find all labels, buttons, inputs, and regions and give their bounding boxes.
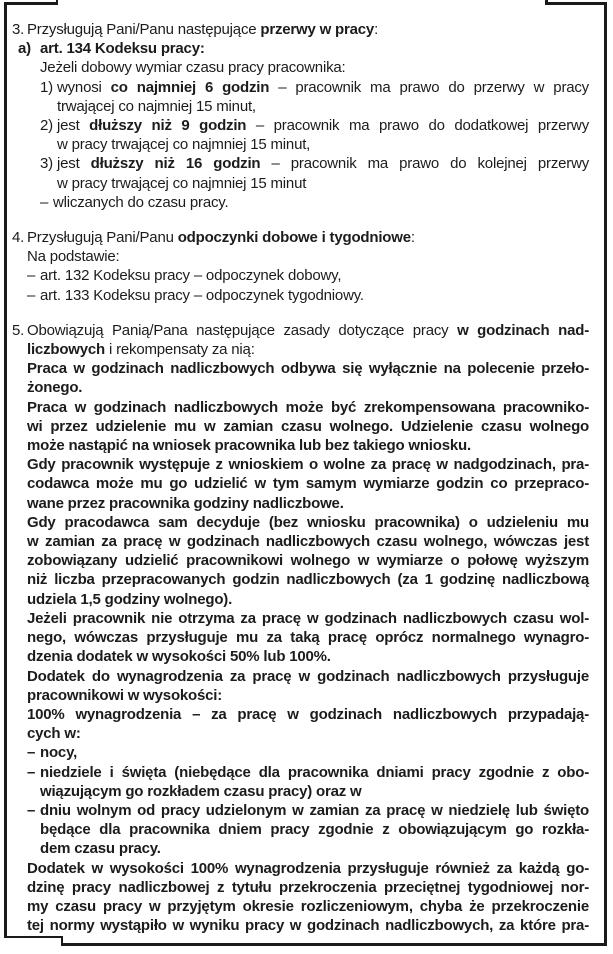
text-line bbox=[12, 135, 589, 154]
text-line bbox=[12, 667, 589, 686]
text-run: jest bbox=[57, 117, 90, 135]
text-line bbox=[12, 398, 589, 417]
text-run: Na podstawie: bbox=[27, 248, 120, 266]
text-run-bold: co najmniej 6 godzin bbox=[110, 78, 270, 96]
text-run-bold: tej normy wystąpiło w wyniku pracy w godzinach nadliczbowych, za które pra- bbox=[27, 917, 589, 935]
text-line bbox=[12, 286, 589, 305]
list-marker: – bbox=[27, 744, 36, 762]
text-run-bold: będące dla pracownika dniem pracy zgodnie z obowiązującym go rozkła- bbox=[40, 821, 589, 839]
list-marker: 1) bbox=[40, 78, 53, 96]
frame-border-left bbox=[4, 2, 7, 938]
list-marker: – bbox=[40, 193, 49, 211]
text-line bbox=[12, 58, 589, 77]
text-run-bold: my czasu pracy w przyjętym okresie rozliczeniowym, chyba że przekroczenie bbox=[27, 897, 589, 915]
text-run-bold: zobowiązany udzielić pracownikowi wolnego w wymiarze o połowę wyższym bbox=[27, 552, 589, 570]
text-line bbox=[12, 801, 589, 820]
text-run-bold: cych w: bbox=[27, 725, 81, 743]
text-line bbox=[12, 897, 589, 916]
text-line bbox=[12, 609, 589, 628]
text-line bbox=[12, 359, 589, 378]
section-odpoczynki-dobowe-i-tygodniowe bbox=[12, 228, 589, 305]
text-run-bold: przerwy w pracy bbox=[260, 21, 375, 38]
text-line bbox=[12, 570, 589, 589]
text-run: jest bbox=[57, 155, 91, 173]
document-body bbox=[12, 20, 589, 935]
list-marker: 3. bbox=[12, 21, 25, 38]
text-run-bold: dniu wolnym od pracy udzielonym w zamian za pracę w niedzielę lub święto bbox=[40, 801, 589, 819]
text-line bbox=[12, 763, 589, 782]
text-run-bold: dłuższy niż 9 godzin bbox=[89, 117, 247, 135]
text-run-bold: wi przez udzielenie mu w zamian czasu wolnego. Udzielenie czasu wolnego bbox=[27, 417, 589, 435]
text-line bbox=[12, 378, 589, 397]
text-line bbox=[12, 628, 589, 647]
text-run-bold: Dodatek do wynagrodzenia za pracę w godzinach nadliczbowych przysługuje bbox=[27, 667, 589, 685]
text-line bbox=[12, 859, 589, 878]
text-run-bold: 100% wynagrodzenia – za pracę w godzinach nadliczbowych przypadają- bbox=[27, 705, 589, 723]
text-run-bold: liczbowych bbox=[27, 341, 106, 359]
text-run: art. 133 Kodeksu pracy – odpoczynek tygodniowy. bbox=[40, 286, 364, 304]
text-run-bold: wiązującym go rozkładem czasu pracy) oraz w bbox=[40, 782, 362, 800]
frame-border-top-right-segment bbox=[545, 2, 607, 5]
text-line bbox=[12, 228, 589, 247]
frame-border-right bbox=[604, 2, 607, 946]
text-line bbox=[12, 247, 589, 266]
text-line bbox=[12, 513, 589, 532]
text-run-bold: Gdy pracownik występuje z wnioskiem o wolne za pracę w nadgodzinach, pra- bbox=[27, 456, 589, 474]
text-line bbox=[12, 705, 589, 724]
list-marker: – bbox=[27, 267, 36, 285]
text-run: i rekompensaty za nią: bbox=[105, 341, 255, 359]
text-run: art. 132 Kodeksu pracy – odpoczynek dobowy, bbox=[40, 267, 342, 285]
text-run: w pracy trwającej co najmniej 15 minut bbox=[57, 174, 307, 192]
text-line bbox=[12, 436, 589, 455]
text-run-bold: Praca w godzinach nadliczbowych odbywa się wyłącznie na polecenie przeło- bbox=[27, 360, 589, 378]
text-run: Jeżeli dobowy wymiar czasu pracy pracownika: bbox=[40, 59, 346, 77]
text-run-bold: Gdy pracodawca sam decyduje (bez wniosku pracownika) o udzieleniu mu bbox=[27, 513, 589, 531]
text-line bbox=[12, 39, 589, 58]
text-run-bold: odpoczynki dobowe i tygodniowe bbox=[177, 229, 411, 247]
text-run: Przysługują Pani/Panu następujące bbox=[27, 21, 261, 38]
text-run-bold: nego, wówczas przysługuje mu za taką pracę oprócz normalnego wynagro- bbox=[27, 629, 589, 647]
frame-border-bottom-left-segment bbox=[4, 936, 63, 939]
text-line bbox=[12, 78, 589, 97]
text-run-bold: pracownikowi w wysokości: bbox=[27, 686, 223, 704]
text-line bbox=[12, 551, 589, 570]
text-run-bold: dzenia dodatek w wysokości 50% lub 100%. bbox=[27, 648, 331, 666]
frame-border-top-left-stub bbox=[56, 0, 59, 5]
text-line bbox=[12, 321, 589, 340]
text-run-bold: żonego. bbox=[27, 379, 83, 397]
text-run-bold: udziela 1,5 godziny wolnego). bbox=[27, 590, 233, 608]
text-run-bold: codawca może mu go udzielić w tym samym wymiarze godzin co przepraco- bbox=[27, 475, 589, 493]
text-line bbox=[12, 724, 589, 743]
text-line bbox=[12, 340, 589, 359]
text-run: : bbox=[374, 21, 379, 38]
text-run-bold: dłuższy niż 16 godzin bbox=[90, 155, 261, 173]
text-line bbox=[12, 193, 589, 212]
frame-border-bottom-right-segment bbox=[61, 943, 608, 946]
text-run: Obowiązują Panią/Pana następujące zasady dotyczące pracy bbox=[27, 321, 458, 339]
text-line bbox=[12, 878, 589, 897]
text-run: trwającej co najmniej 15 minut, bbox=[57, 97, 256, 115]
text-run: – pracownik ma prawo do przerwy w pracy bbox=[269, 78, 589, 96]
text-run: w pracy trwającej co najmniej 15 minut, bbox=[57, 136, 311, 154]
text-run: – pracownik ma prawo do kolejnej przerwy bbox=[260, 155, 589, 173]
text-run-bold: dzinę pracy nadliczbowej z tytułu przekroczenia przeciętnej tygodniowej nor- bbox=[27, 878, 589, 896]
text-line bbox=[12, 916, 589, 935]
text-line bbox=[12, 590, 589, 609]
frame-border-top-left-segment bbox=[4, 2, 57, 5]
section-przerwy-w-pracy bbox=[12, 20, 589, 212]
text-line bbox=[12, 782, 589, 801]
list-marker: – bbox=[27, 286, 36, 304]
text-run-bold: Jeżeli pracownik nie otrzyma za pracę w godzinach nadliczbowych czasu wol- bbox=[27, 609, 589, 627]
text-line bbox=[12, 97, 589, 116]
text-line bbox=[12, 455, 589, 474]
text-line bbox=[12, 494, 589, 513]
text-line bbox=[12, 266, 589, 285]
text-run-bold: Dodatek w wysokości 100% wynagrodzenia przysługuje również za każdą go- bbox=[27, 859, 589, 877]
list-marker: – bbox=[27, 801, 36, 819]
text-run-bold: wane przez pracownika godziny nadliczbowe. bbox=[27, 494, 344, 512]
section-godziny-nadliczbowe bbox=[12, 321, 589, 936]
text-line bbox=[12, 154, 589, 173]
text-line bbox=[12, 647, 589, 666]
text-run-bold: w godzinach nad- bbox=[457, 321, 590, 339]
list-marker: 3) bbox=[40, 155, 53, 173]
text-line bbox=[12, 743, 589, 762]
list-marker: 5. bbox=[12, 321, 25, 339]
text-line bbox=[12, 20, 589, 39]
text-line bbox=[12, 417, 589, 436]
text-run: – pracownik ma prawo do dodatkowej przerwy bbox=[246, 117, 589, 135]
list-marker: – bbox=[27, 763, 36, 781]
text-run: wliczanych do czasu pracy. bbox=[53, 193, 229, 211]
text-line bbox=[12, 174, 589, 193]
list-marker: 2) bbox=[40, 117, 53, 135]
text-line bbox=[12, 474, 589, 493]
text-line bbox=[12, 839, 589, 858]
text-line bbox=[12, 532, 589, 551]
list-marker: 4. bbox=[12, 229, 25, 247]
text-line bbox=[12, 820, 589, 839]
text-run-bold: Praca w godzinach nadliczbowych może być zrekompensowana pracowniko- bbox=[27, 398, 589, 416]
text-run-bold: niedziele i święta (niebędące dla pracownika dniami pracy zgodnie z obo- bbox=[40, 763, 589, 781]
text-run-bold: niż liczba przepracowanych godzin nadliczbowych (za 1 godzinę nadliczbową bbox=[27, 571, 589, 589]
text-line bbox=[12, 116, 589, 135]
text-run-bold: w zamian za pracę w godzinach nadliczbowych czasu wolnego, wówczas jest bbox=[27, 533, 589, 551]
text-run-bold: dem czasu pracy. bbox=[40, 840, 161, 858]
list-marker: a) bbox=[18, 40, 31, 58]
text-run-bold: może nastąpić na wniosek pracownika lub bez takiego wniosku. bbox=[27, 437, 471, 455]
text-run: : bbox=[410, 229, 415, 247]
text-run-bold: art. 134 Kodeksu pracy: bbox=[40, 40, 205, 58]
text-line bbox=[12, 686, 589, 705]
text-run-bold: nocy, bbox=[40, 744, 78, 762]
text-run: Przysługują Pani/Panu bbox=[27, 229, 178, 247]
text-run: wynosi bbox=[57, 78, 111, 96]
